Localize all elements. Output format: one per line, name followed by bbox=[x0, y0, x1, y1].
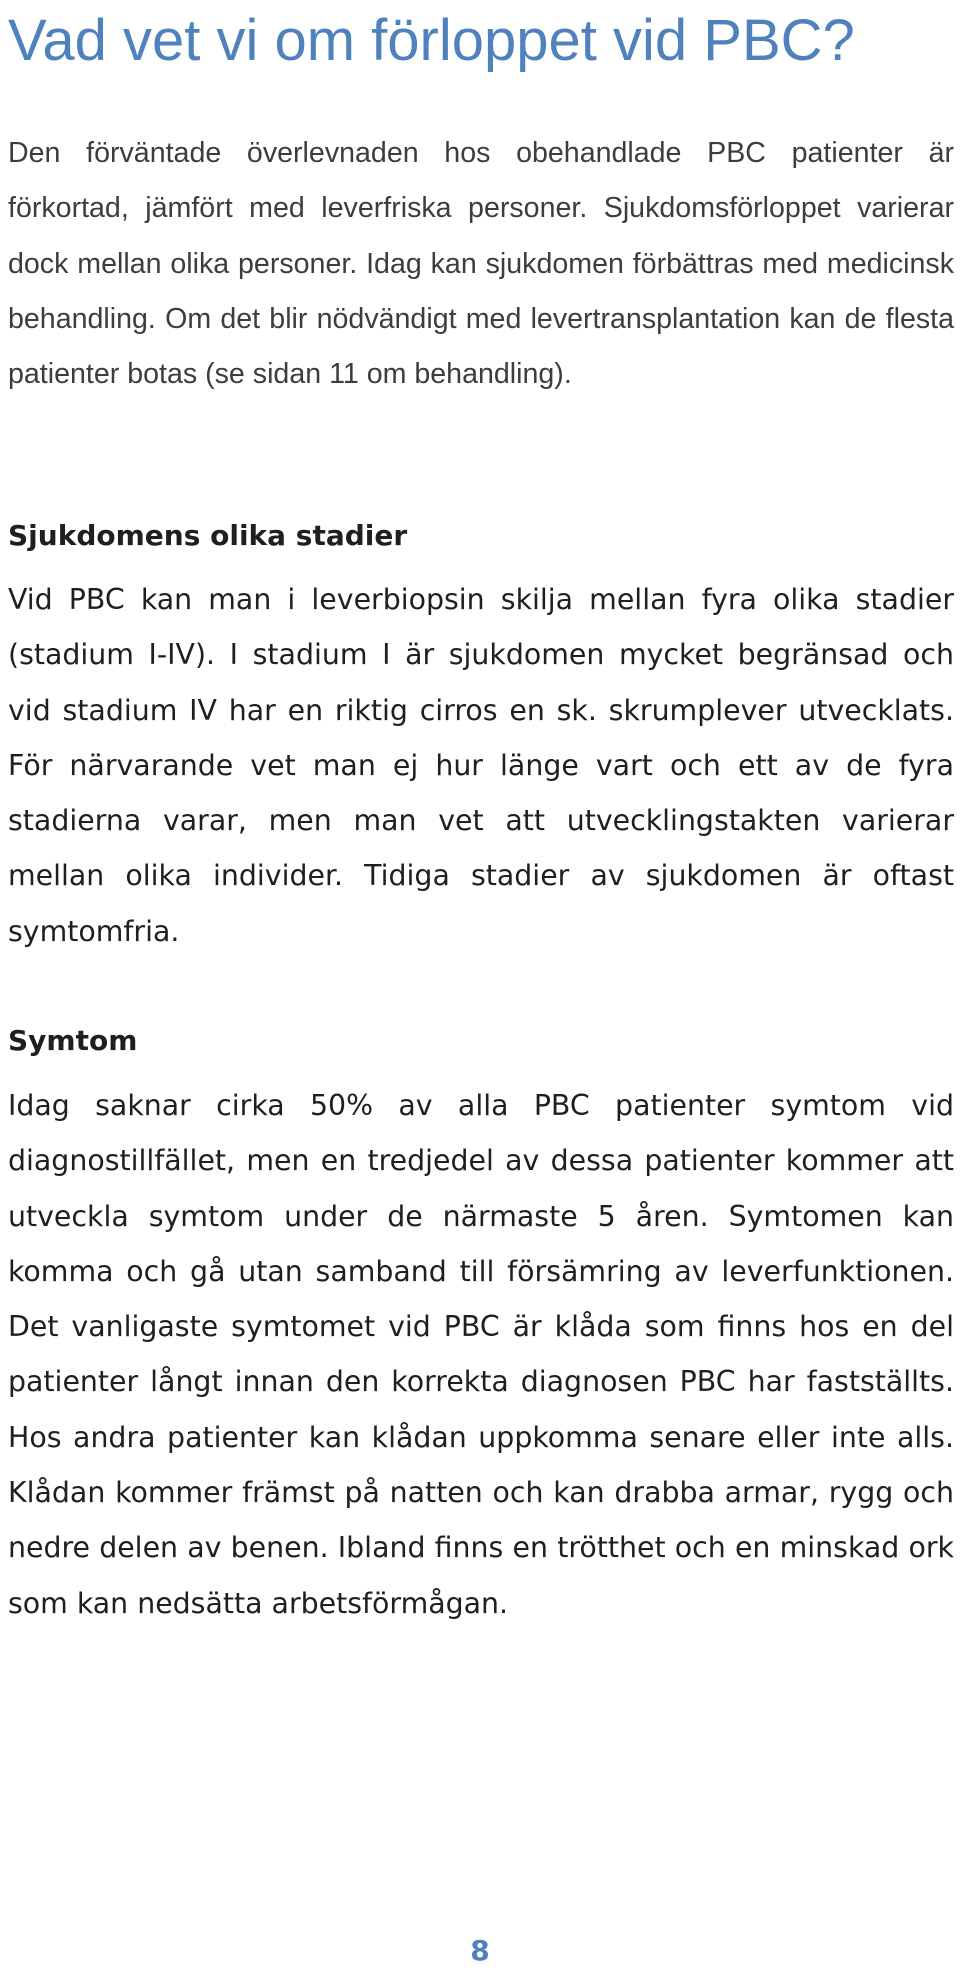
section-heading-disease-stages: Sjukdomens olika stadier bbox=[8, 519, 408, 552]
section-body-symptoms: Idag saknar cirka 50% av alla PBC patienter symtom vid diagnostillfället, men en tredjedel av dessa patienter kommer att utveckla symtom under de närmaste 5 åren. Symtomen kan komma och gå utan samband till försämring av leverfunktionen. Det vanligaste symtomet vid PBC är klåda som finns hos en del patienter långt innan den korrekta diagnosen PBC har fastställts. Hos andra patienter kan klådan uppkomma senare eller inte alls. Klådan kommer främst på natten och kan drabba armar, rygg och nedre delen av benen. Ibland finns en trötthet och en minskad ork som kan nedsätta arbetsförmågan. bbox=[8, 1089, 954, 1620]
page-number: 8 bbox=[470, 1934, 490, 1967]
section-body-disease-stages: Vid PBC kan man i leverbiopsin skilja mellan fyra olika stadier (stadium I-IV). I stadium I är sjukdomen mycket begränsad och vid stadium IV har en riktig cirros en sk. skrumplever utvecklats. För närvarande vet man ej hur länge vart och ett av de fyra stadierna varar, men man vet att utvecklingstakten varierar mellan olika individer. Tidiga stadier av sjukdomen är oftast symtomfria. bbox=[8, 583, 954, 948]
page-title: Vad vet vi om förloppet vid PBC? bbox=[8, 8, 855, 73]
section-symptoms bbox=[8, 1024, 954, 1631]
section-disease-stages bbox=[8, 519, 954, 959]
section-heading-symptoms: Symtom bbox=[8, 1024, 138, 1057]
intro-paragraph: Den förväntade överlevnaden hos obehandlade PBC patienter är förkortad, jämfört med leverfriska personer. Sjukdomsförloppet varierar dock mellan olika personer. Idag kan sjukdomen förbättras med medicinsk behandling. Om det blir nödvändigt med levertransplantation kan de flesta patienter botas (se sidan 11 om behandling). bbox=[8, 137, 954, 391]
